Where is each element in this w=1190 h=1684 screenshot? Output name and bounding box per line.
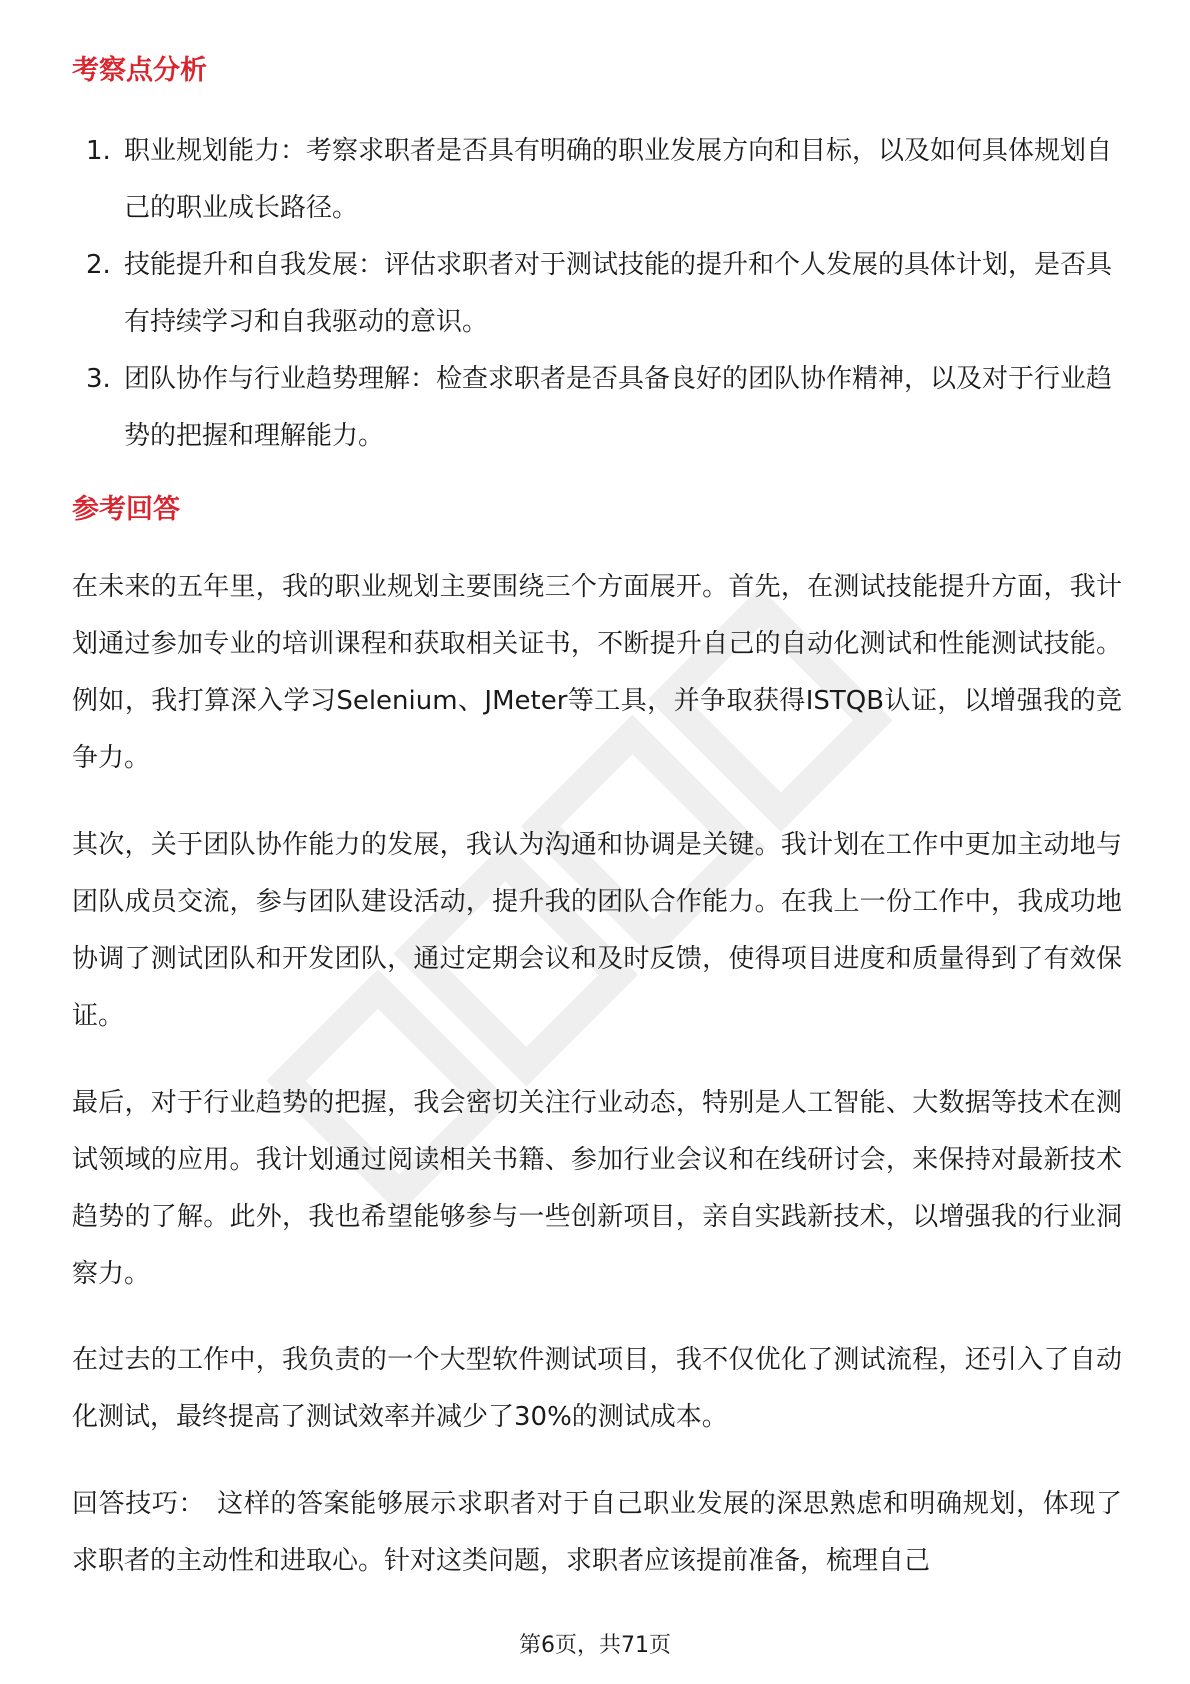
tip-text: 这样的答案能够展示求职者对于自己职业发展的深思熟虑和明确规划，体现了求职者的主动性和进取心。针对这类问题，求职者应该提前准备，梳理自己	[72, 1489, 1122, 1576]
page-indicator: 第6页，共71页	[519, 1633, 671, 1658]
answer-paragraph: 最后，对于行业趋势的把握，我会密切关注行业动态，特别是人工智能、大数据等技术在测试领域的应用。我计划通过阅读相关书籍、参加行业会议和在线研讨会，来保持对最新技术趋势的了解。此外，我也希望能够参与一些创新项目，亲自实践新技术，以增强我的行业洞察力。	[72, 1088, 1122, 1289]
analysis-list	[72, 123, 1122, 465]
list-item-number: 2.	[86, 250, 111, 280]
list-item	[72, 123, 1122, 237]
answer-paragraph: 在未来的五年里，我的职业规划主要围绕三个方面展开。首先，在测试技能提升方面，我计划通过参加专业的培训课程和获取相关证书，不断提升自己的自动化测试和性能测试技能。例如，我打算深入学习Selenium、JMeter等工具，并争取获得ISTQB认证，以增强我的竞争力。	[72, 572, 1122, 773]
tip-paragraph	[72, 1476, 1122, 1590]
list-item-number: 3.	[86, 364, 111, 394]
list-item-number: 1.	[86, 136, 111, 166]
list-item-text: 技能提升和自我发展：评估求职者对于测试技能的提升和个人发展的具体计划，是否具有持续学习和自我驱动的意识。	[124, 250, 1113, 337]
list-item-text: 团队协作与行业趋势理解：检查求职者是否具备良好的团队协作精神，以及对于行业趋势的把握和理解能力。	[124, 364, 1113, 451]
answer-heading: 参考回答	[72, 494, 180, 525]
list-item	[72, 237, 1122, 351]
tip-label: 回答技巧：	[72, 1489, 206, 1519]
list-item-text: 职业规划能力：考察求职者是否具有明确的职业发展方向和目标，以及如何具体规划自己的职业成长路径。	[124, 136, 1113, 223]
list-item	[72, 351, 1122, 465]
answer-paragraph: 在过去的工作中，我负责的一个大型软件测试项目，我不仅优化了测试流程，还引入了自动化测试，最终提高了测试效率并减少了30%的测试成本。	[72, 1345, 1122, 1432]
answer-paragraph: 其次，关于团队协作能力的发展，我认为沟通和协调是关键。我计划在工作中更加主动地与团队成员交流，参与团队建设活动，提升我的团队合作能力。在我上一份工作中，我成功地协调了测试团队和开发团队，通过定期会议和及时反馈，使得项目进度和质量得到了有效保证。	[72, 830, 1122, 1031]
analysis-heading: 考察点分析	[72, 55, 207, 86]
